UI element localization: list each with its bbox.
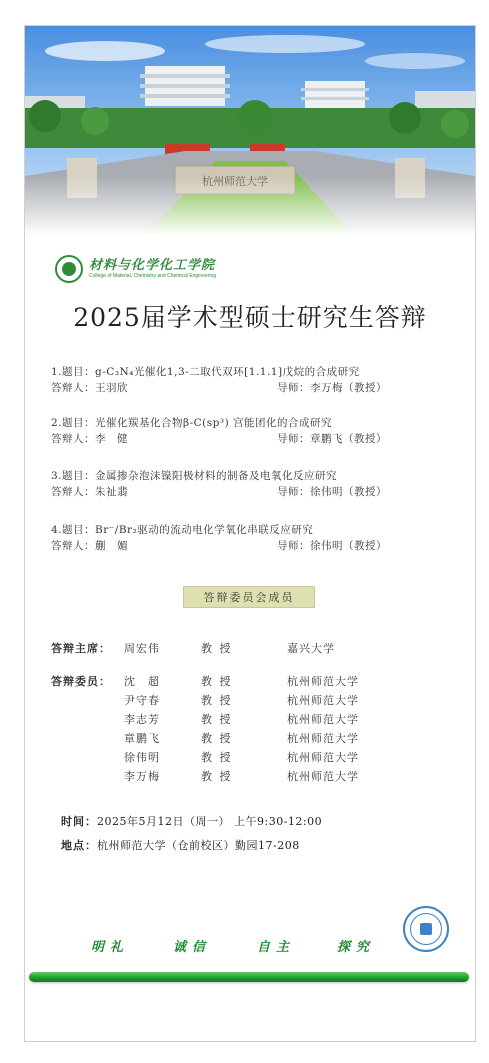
member-name: 沈 超 <box>124 675 160 688</box>
member-name: 徐伟明 <box>124 751 160 764</box>
topic-student: 答辩人：李 健 <box>51 433 128 445</box>
committee-chair-row <box>51 641 451 657</box>
member-title: 教 授 <box>201 675 233 688</box>
member-org: 杭州师范大学 <box>287 732 359 745</box>
member-title: 教 授 <box>201 732 233 745</box>
committee-member-row <box>51 750 451 766</box>
member-title: 教 授 <box>201 770 233 783</box>
member-org: 杭州师范大学 <box>287 770 359 783</box>
committee-member-row <box>51 674 451 690</box>
topic-advisor: 导师：李万梅（教授） <box>277 382 387 394</box>
committee-member-row <box>51 693 451 709</box>
topic-advisor: 导师：章鹏飞（教授） <box>277 433 387 445</box>
poster-frame <box>24 25 476 1042</box>
member-org: 杭州师范大学 <box>287 694 359 707</box>
time-label: 时间： <box>61 815 97 828</box>
chair-label: 答辩主席： <box>51 642 111 655</box>
schedule-time <box>61 813 322 829</box>
topic-item-4 <box>51 522 451 554</box>
topic-advisor: 导师：徐伟明（教授） <box>277 486 387 498</box>
member-name: 章鹏飞 <box>124 732 160 745</box>
place-value: 杭州师范大学（仓前校区）勤园17-208 <box>97 839 300 852</box>
member-title: 教 授 <box>201 751 233 764</box>
member-label: 答辩委员： <box>51 675 111 688</box>
campus-photo <box>25 26 475 236</box>
university-seal-icon <box>403 906 449 952</box>
committee-member-row <box>51 712 451 728</box>
topic-item-3 <box>51 468 451 500</box>
committee-member-row <box>51 731 451 747</box>
time-value: 2025年5月12日（周一） 上午9:30-12:00 <box>97 815 323 828</box>
committee-member-row <box>51 769 451 785</box>
college-name-en: College of Material, Chemistry and Chemical Engineering <box>89 273 217 279</box>
committee-heading: 答辩委员会成员 <box>183 586 315 608</box>
topic-item-1 <box>51 364 451 396</box>
decorative-green-bar <box>29 972 469 982</box>
college-seal-icon <box>55 255 83 283</box>
topic-advisor: 导师：徐伟明（教授） <box>277 540 387 552</box>
topic-title: 3.题目：金属掺杂泡沫镍阳极材料的制备及电氧化反应研究 <box>51 470 338 482</box>
motto-word: 自主 <box>257 940 296 955</box>
member-org: 杭州师范大学 <box>287 675 359 688</box>
member-name: 李万梅 <box>124 770 160 783</box>
college-logo <box>55 254 216 284</box>
motto-word: 明礼 <box>91 940 130 955</box>
member-org: 杭州师范大学 <box>287 713 359 726</box>
college-name-cn: 材料与化学化工学院 <box>89 258 216 273</box>
chair-name: 周宏伟 <box>124 642 160 655</box>
topic-item-2 <box>51 415 451 447</box>
member-title: 教 授 <box>201 713 233 726</box>
topic-student: 答辩人：朱祉翡 <box>51 486 128 498</box>
member-title: 教 授 <box>201 694 233 707</box>
topic-title: 1.题目：g-C₃N₄光催化1,3-二取代双环[1.1.1]戊烷的合成研究 <box>51 366 360 378</box>
topic-title: 2.题目：光催化羰基化合物β-C(sp³) 宫能团化的合成研究 <box>51 417 333 429</box>
motto-word: 探究 <box>337 940 376 955</box>
member-name: 尹守春 <box>124 694 160 707</box>
page-title: 2025届学术型硕士研究生答辩 <box>73 303 427 332</box>
place-label: 地点： <box>61 839 97 852</box>
chair-org: 嘉兴大学 <box>287 642 335 655</box>
topic-student: 答辩人：王羽欣 <box>51 382 128 394</box>
schedule-place <box>61 837 300 853</box>
member-org: 杭州师范大学 <box>287 751 359 764</box>
chair-title: 教 授 <box>201 642 233 655</box>
topic-student: 答辩人：蒯 媚 <box>51 540 128 552</box>
topic-title: 4.题目：Br⁻/Br₂驱动的流动电化学氧化串联反应研究 <box>51 524 314 536</box>
motto-word: 诚信 <box>173 940 212 955</box>
member-name: 李志芳 <box>124 713 160 726</box>
